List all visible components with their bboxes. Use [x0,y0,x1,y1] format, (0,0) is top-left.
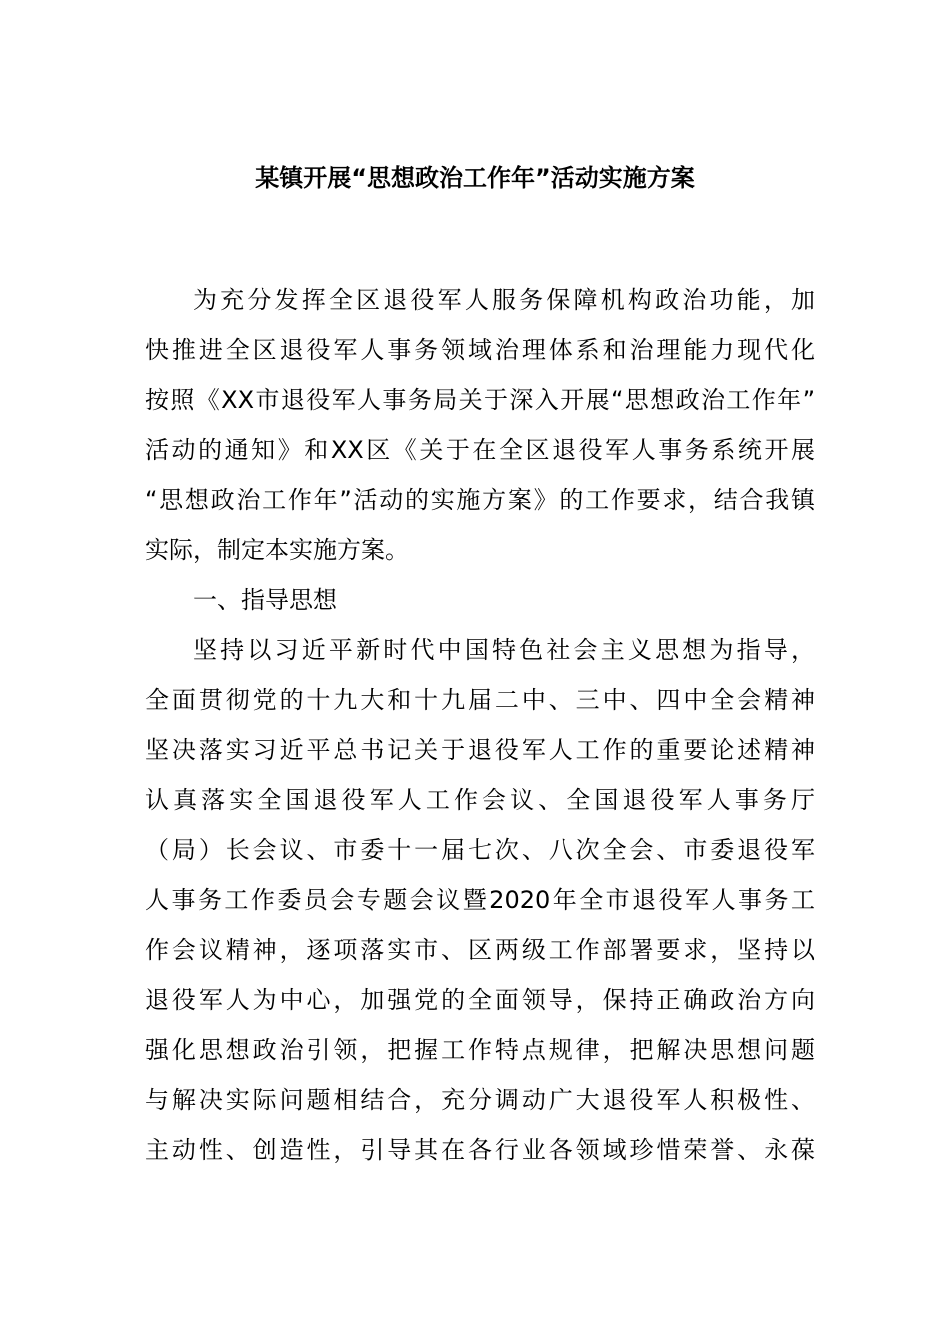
text-line: 与解决实际问题相结合，充分调动广大退役军人积极性、 [145,1086,815,1114]
text-line: 按照《XX市退役军人事务局关于深入开展“思想政治工作年” [145,386,815,414]
text-line: 为充分发挥全区退役军人服务保障机构政治功能，加 [193,286,815,314]
text-line: 快推进全区退役军人事务领域治理体系和治理能力现代化 [145,336,815,364]
document-title: 某镇开展“思想政治工作年”活动实施方案 [255,164,695,192]
text-line: 强化思想政治引领，把握工作特点规律，把解决思想问题 [145,1036,815,1064]
text-line: 全面贯彻党的十九大和十九届二中、三中、四中全会精神 [145,686,815,714]
text-line: 主动性、创造性，引导其在各行业各领域珍惜荣誉、永葆 [145,1136,815,1164]
text-line: “思想政治工作年”活动的实施方案》的工作要求，结合我镇 [145,486,815,514]
text-line: 实际，制定本实施方案。 [145,536,409,564]
paragraph-guiding-thought [145,625,815,1175]
text-line: 坚决落实习近平总书记关于退役军人工作的重要论述精神 [145,736,815,764]
section-heading: 一、指导思想 [193,586,337,614]
text-line: 活动的通知》和XX区《关于在全区退役军人事务系统开展 [145,436,815,464]
text-line: 人事务工作委员会专题会议暨2020年全市退役军人事务工 [145,886,815,914]
text-line: 坚持以习近平新时代中国特色社会主义思想为指导， [193,636,815,664]
section-heading-guiding-thought [145,575,815,625]
text-line: （局）长会议、市委十一届七次、八次全会、市委退役军 [145,836,815,864]
paragraph-intro [145,275,815,575]
text-line: 作会议精神，逐项落实市、区两级工作部署要求，坚持以 [145,936,815,964]
text-line: 退役军人为中心，加强党的全面领导，保持正确政治方向 [145,986,815,1014]
text-line: 认真落实全国退役军人工作会议、全国退役军人事务厅 [145,786,815,814]
